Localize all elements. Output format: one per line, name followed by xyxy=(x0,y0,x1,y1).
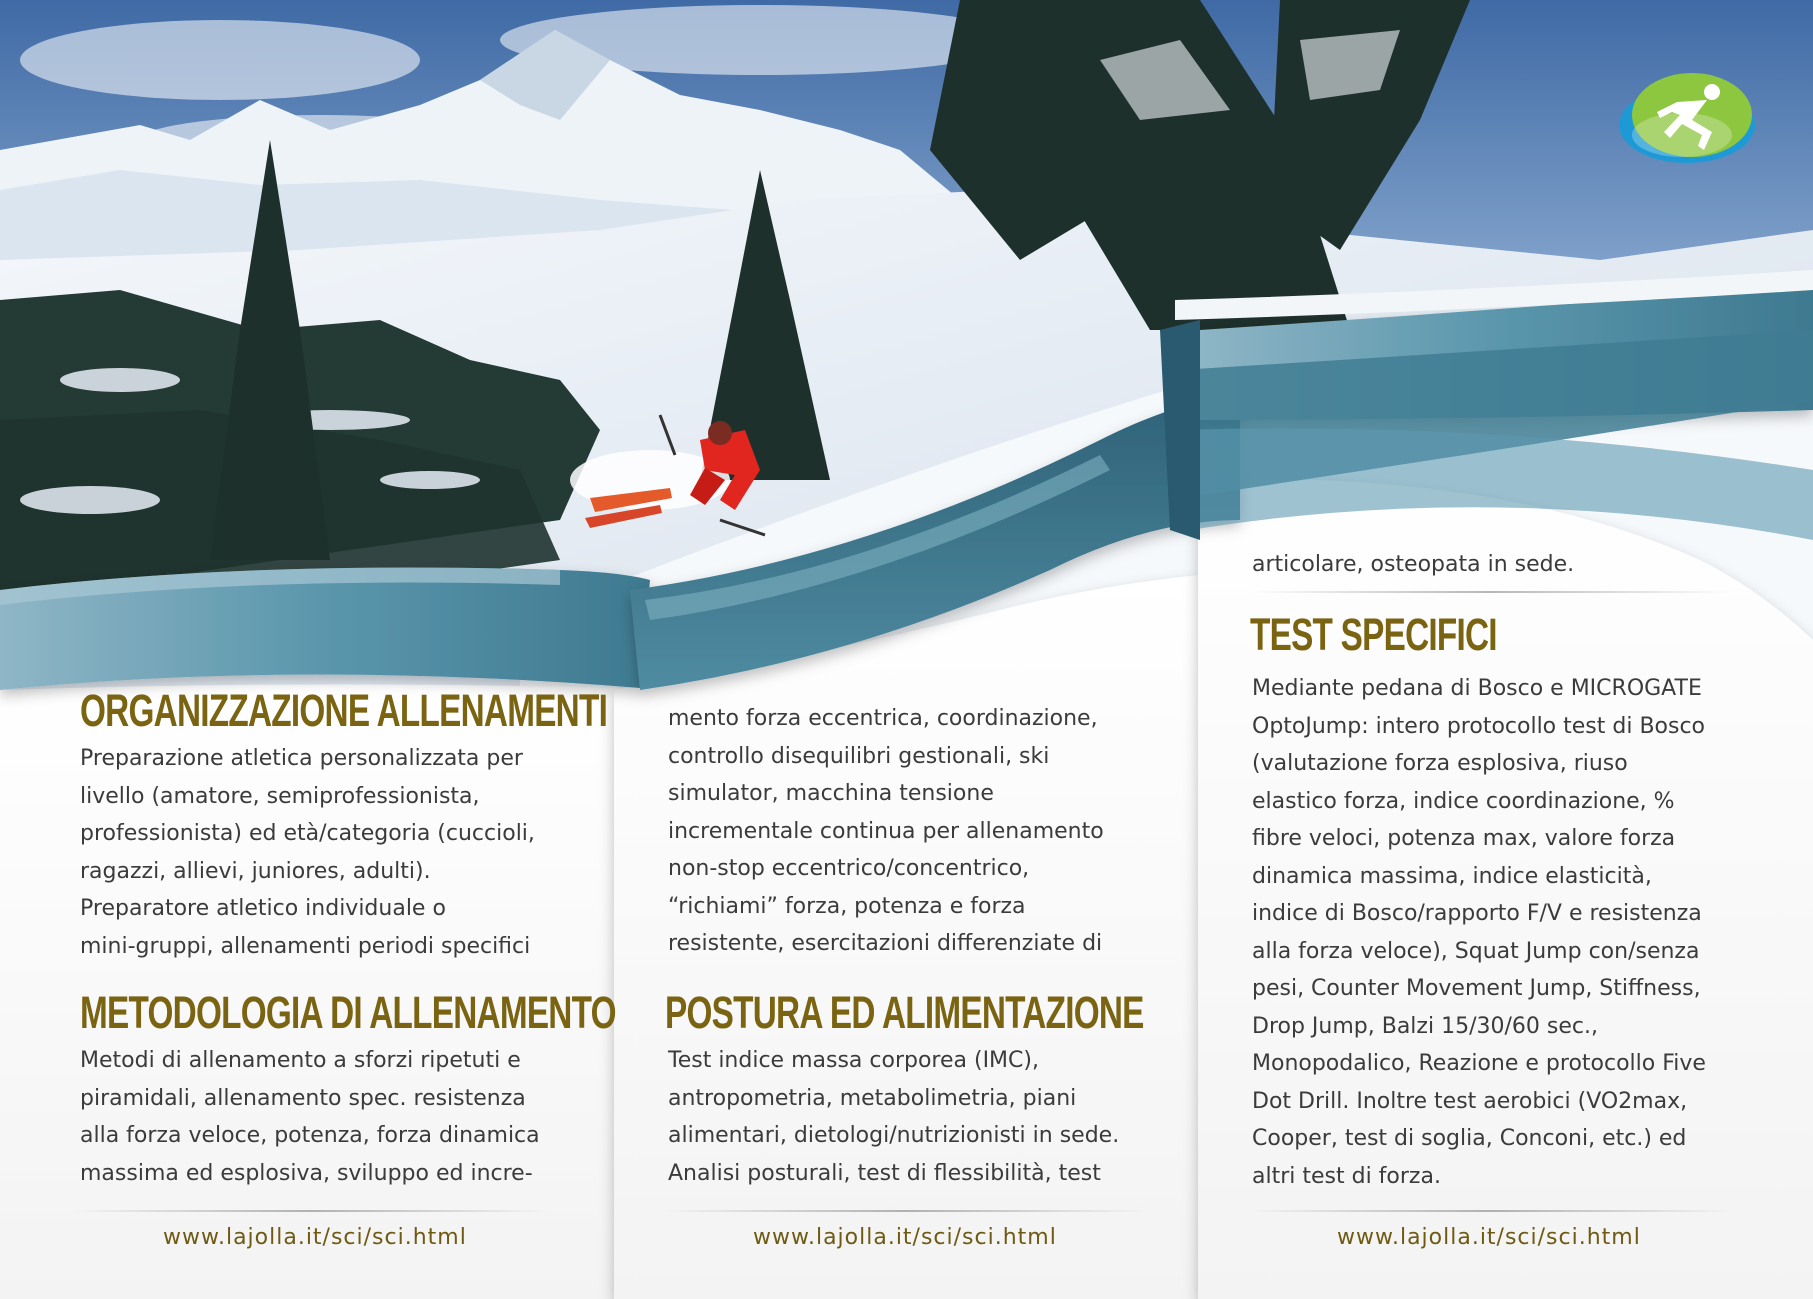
text-line: piramidali, allenamento spec. resistenza xyxy=(80,1085,526,1111)
text-line: massima ed esplosiva, sviluppo ed incre- xyxy=(80,1160,533,1186)
text-line: Preparazione atletica personalizzata per xyxy=(80,746,523,771)
text-line: Mediante pedana di Bosco e MICROGATE xyxy=(1252,676,1702,701)
text-line: alla forza veloce, potenza, forza dinamica xyxy=(80,1123,540,1148)
text-line: altri test di forza. xyxy=(1252,1163,1441,1189)
divider xyxy=(660,1210,1150,1212)
divider xyxy=(70,1210,550,1212)
paragraph-organizzazione xyxy=(80,740,535,965)
text-line: articolare, osteopata in sede. xyxy=(1252,552,1575,577)
text-line: fibre veloci, potenza max, valore forza xyxy=(1252,826,1676,851)
text-line: incrementale continua per allenamento xyxy=(668,818,1104,844)
heading-organizzazione-allenamenti: ORGANIZZAZIONE ALLENAMENTI xyxy=(80,685,608,736)
text-line: resistente, esercitazioni differenziate di xyxy=(668,931,1103,956)
paragraph-metodologia xyxy=(80,1042,540,1192)
text-line: pesi, Counter Movement Jump, Stiffness, xyxy=(1252,976,1701,1001)
text-line: Test indice massa corporea (IMC), xyxy=(668,1048,1039,1073)
text-line: indice di Bosco/rapporto F/V e resistenza xyxy=(1252,901,1702,926)
text-line: Preparatore atletico individuale o xyxy=(80,896,446,921)
text-line: alimentari, dietologi/nutrizionisti in sede. xyxy=(668,1123,1120,1148)
paragraph-test-specifici xyxy=(1252,670,1706,1195)
text-line: dinamica massima, indice elasticità, xyxy=(1252,863,1652,889)
paragraph-continuation xyxy=(668,700,1104,963)
text-line: ragazzi, allievi, juniores, adulti). xyxy=(80,858,431,884)
text-line: Dot Drill. Inoltre test aerobici (VO2max, xyxy=(1252,1088,1688,1114)
text-line: Cooper, test di soglia, Conconi, etc.) ed xyxy=(1252,1126,1687,1151)
text-line: (valutazione forza esplosiva, riuso xyxy=(1252,751,1628,776)
divider xyxy=(1245,1210,1735,1212)
divider xyxy=(1250,591,1730,593)
text-line: professionista) ed età/categoria (cuccioli, xyxy=(80,821,535,846)
text-line: Monopodalico, Reazione e protocollo Five xyxy=(1252,1051,1706,1076)
text-line: antropometria, metabolimetria, piani xyxy=(668,1085,1077,1111)
text-line: Drop Jump, Balzi 15/30/60 sec., xyxy=(1252,1013,1598,1039)
text-line: livello (amatore, semiprofessionista, xyxy=(80,783,480,809)
website-link[interactable]: www.lajolla.it/sci/sci.html xyxy=(1337,1225,1641,1250)
text-line: alla forza veloce), Squat Jump con/senza xyxy=(1252,938,1700,964)
text-line: mento forza eccentrica, coordinazione, xyxy=(668,706,1098,731)
paragraph-postura xyxy=(668,1042,1119,1192)
text-line: OptoJump: intero protocollo test di Bosco xyxy=(1252,713,1706,739)
text-line: “richiami” forza, potenza e forza xyxy=(668,893,1026,919)
text-line: Analisi posturali, test di flessibilità, test xyxy=(668,1160,1101,1186)
text-line: elastico forza, indice coordinazione, % xyxy=(1252,788,1675,814)
website-link[interactable]: www.lajolla.it/sci/sci.html xyxy=(753,1225,1057,1250)
text-line: controllo disequilibri gestionali, ski xyxy=(668,743,1050,769)
text-line: Metodi di allenamento a sforzi ripetuti e xyxy=(80,1048,521,1073)
runner-logo-icon xyxy=(1612,60,1762,180)
text-line: mini-gruppi, allenamenti periodi specifici xyxy=(80,933,531,959)
heading-test-specifici: TEST SPECIFICI xyxy=(1250,609,1497,660)
website-link[interactable]: www.lajolla.it/sci/sci.html xyxy=(163,1225,467,1250)
paragraph-continuation xyxy=(1252,546,1574,584)
text-line: simulator, macchina tensione xyxy=(668,781,994,806)
text-line: non-stop eccentrico/concentrico, xyxy=(668,856,1030,881)
heading-metodologia-allenamento: METODOLOGIA DI ALLENAMENTO xyxy=(80,987,616,1038)
heading-postura-alimentazione: POSTURA ED ALIMENTAZIONE xyxy=(665,987,1144,1038)
